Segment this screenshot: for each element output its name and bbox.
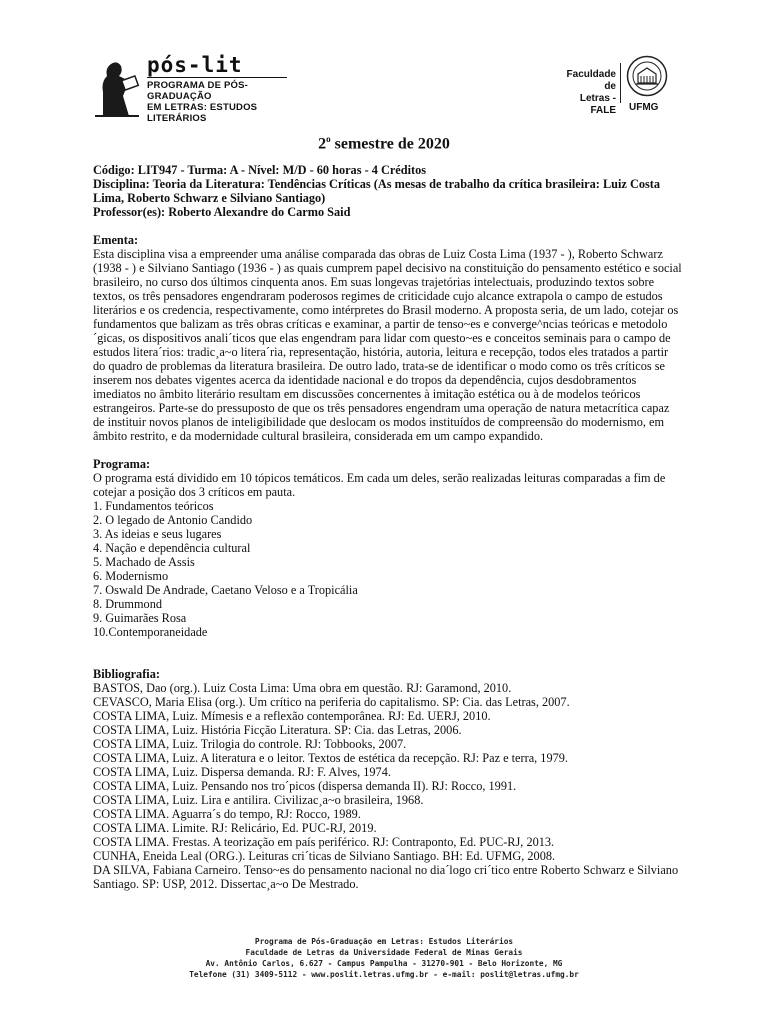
course-code: Código: LIT947 - Turma: A - Nível: M/D - 60 horas - 4 Créditos — [93, 163, 427, 177]
programa-heading: Programa: — [93, 457, 151, 471]
topic-item: 5. Machado de Assis — [93, 555, 195, 569]
topic-item: 2. O legado de Antonio Candido — [93, 513, 253, 527]
topic-item: 4. Nação e dependência cultural — [93, 541, 251, 555]
topic-list — [93, 499, 683, 639]
footer-line-2: Faculdade de Letras da Universidade Federal de Minas Gerais — [245, 948, 523, 957]
page-header — [0, 0, 768, 125]
ufmg-seal-icon — [626, 55, 668, 97]
bibliography-item: COSTA LIMA, Luiz. História Ficção Literatura. SP: Cia. das Letras, 2006. — [93, 723, 462, 737]
bibliography-list — [93, 681, 683, 891]
topic-item: 1. Fundamentos teóricos — [93, 499, 214, 513]
document-body — [93, 163, 683, 891]
reading-figure-icon — [93, 52, 141, 118]
fale-text — [554, 69, 616, 117]
course-discipline: Disciplina: Teoria da Literatura: Tendências Críticas (As mesas de trabalho da crítica brasileira: Luiz Costa Lima, Roberto Schwarz e Silviano Santiago) — [93, 177, 661, 205]
ementa-text: Esta disciplina visa a empreender uma análise comparada das obras de Luiz Costa Lima (1937 - ), Roberto Schwarz (1938 - ) e Silviano Santiago (1936 - ) as quais cumprem papel decisivo na constituição do pensamento estético e social brasileiro, no curso dos últimos cinquenta anos. Em suas longevas trajetórias intelectuais, produzindo textos sobre textos, os três pensadores engendraram poderosos regimes de criticidade cujo alcance extrapola o campo de estudos literários e os credencia, respectivamente, como intérpretes do Brasil moderno. A proposta seria, de um lado, cotejar os fundamentos que balizam as três obras críticas e examinar, a partir de tenso~es e converge^ncias teóricas e metodolo´gicas, os dispositivos anali´ticos que elas engendram para lidar com questo~es e conceitos seminais para o campo de estudos litera´rios: tradic¸a~o litera´ria, representação, história, autoria, leitura e recepção, todos eles tratados a partir do quadro de problemas da literatura brasileira. De outro lado, trata-se de identificar o modo como os três críticos se inserem nos debates vigentes acerca da identidade nacional e do tropos da dependência, cujos desdobramentos imediatos no âmbito literário resultam em discussões concernentes à imitação estética ou à de modelos teóricos estrangeiros. Parte-se do pressuposto de que os três pensadores engendram uma operação de natura metacrítica capaz de instituir novos planos de inteligibilidade que deslocam os modos instituídos de compreensão do modernismo, em âmbito restrito, e da modernidade cultural brasileira, considerada em um campo expandido. — [93, 247, 682, 443]
bibliography-item: COSTA LIMA, Luiz. Trilogia do controle. RJ: Tobbooks, 2007. — [93, 737, 407, 751]
bibliography-item: DA SILVA, Fabiana Carneiro. Tenso~es do pensamento nacional no dia´logo cri´tico entre Roberto Schwarz e Silviano Santiago. SP: USP, 2012. Dissertac¸a~o De Mestrado. — [93, 863, 679, 891]
programa-intro: O programa está dividido em 10 tópicos temáticos. Em cada um deles, serão realizadas leituras comparadas a fim de cotejar a posição dos 3 críticos em pauta. — [93, 471, 666, 499]
bibliography-item: COSTA LIMA, Luiz. Lira e antilira. Civilizac¸a~o brasileira, 1968. — [93, 793, 424, 807]
topic-item: 3. As ideias e seus lugares — [93, 527, 222, 541]
bibliography-item: COSTA LIMA. Limite. RJ: Relicário, Ed. PUC-RJ, 2019. — [93, 821, 377, 835]
logo-rule — [147, 77, 287, 78]
footer-line-1: Programa de Pós-Graduação em Letras: Estudos Literários — [254, 937, 514, 946]
poslit-logo — [93, 50, 293, 122]
topic-item: 7. Oswald De Andrade, Caetano Veloso e a Tropicália — [93, 583, 358, 597]
fale-ufmg-logo — [550, 55, 680, 120]
title-ordinal: o — [326, 134, 331, 144]
bibliography-item: COSTA LIMA, Luiz. Pensando nos tro´picos (dispersa demanda II). RJ: Rocco, 1991. — [93, 779, 517, 793]
bibliography-item: CUNHA, Eneida Leal (ORG.). Leituras cri´ticas de Silviano Santiago. BH: Ed. UFMG, 2008. — [93, 849, 556, 863]
bibliografia-heading: Bibliografia: — [93, 667, 160, 681]
topic-item: 10.Contemporaneidade — [93, 625, 208, 639]
bibliography-item: COSTA LIMA, Luiz. Dispersa demanda. RJ: F. Alves, 1974. — [93, 765, 391, 779]
fale-line-2: Letras - FALE — [579, 93, 616, 116]
ufmg-label: UFMG — [629, 102, 659, 113]
fale-line-1: Faculdade de — [566, 69, 616, 92]
page-title — [0, 134, 768, 153]
bibliography-item: COSTA LIMA, Luiz. Mímesis e a reflexão contemporânea. RJ: Ed. UERJ, 2010. — [93, 709, 491, 723]
footer-line-4: Telefone (31) 3409-5112 - www.poslit.letras.ufmg.br - e-mail: poslit@letras.ufmg.br — [189, 970, 579, 979]
topic-item: 8. Drummond — [93, 597, 162, 611]
fale-divider — [620, 63, 621, 103]
footer-line-3: Av. Antônio Carlos, 6.627 - Campus Pampulha - 31270-901 - Belo Horizonte, MG — [205, 959, 563, 968]
logo-subtitle-2: EM LETRAS: ESTUDOS LITERÁRIOS — [147, 102, 258, 124]
course-professor: Professor(es): Roberto Alexandre do Carmo Said — [93, 205, 351, 219]
bibliography-item: BASTOS, Dao (org.). Luiz Costa Lima: Uma obra em questão. RJ: Garamond, 2010. — [93, 681, 512, 695]
page-footer — [0, 936, 768, 980]
logo-subtitle-1: PROGRAMA DE PÓS-GRADUAÇÃO — [147, 80, 249, 102]
title-number: 2 — [318, 135, 327, 153]
bibliography-item: COSTA LIMA. Aguarra´s do tempo, RJ: Rocco, 1989. — [93, 807, 361, 821]
logo-title: pós-lit — [147, 53, 243, 77]
topic-item: 6. Modernismo — [93, 569, 169, 583]
title-rest: semestre de 2020 — [330, 135, 450, 153]
bibliography-item: CEVASCO, Maria Elisa (org.). Um crítico na periferia do capitalismo. SP: Cia. das Letras, 2007. — [93, 695, 570, 709]
bibliography-item: COSTA LIMA, Luiz. A literatura e o leitor. Textos de estética da recepção. RJ: Paz e terra, 1979. — [93, 751, 568, 765]
bibliography-item: COSTA LIMA. Frestas. A teorização em país periférico. RJ: Contraponto, Ed. PUC-RJ, 2013. — [93, 835, 555, 849]
poslit-logo-text — [147, 54, 293, 124]
topic-item: 9. Guimarães Rosa — [93, 611, 187, 625]
ementa-heading: Ementa: — [93, 233, 139, 247]
